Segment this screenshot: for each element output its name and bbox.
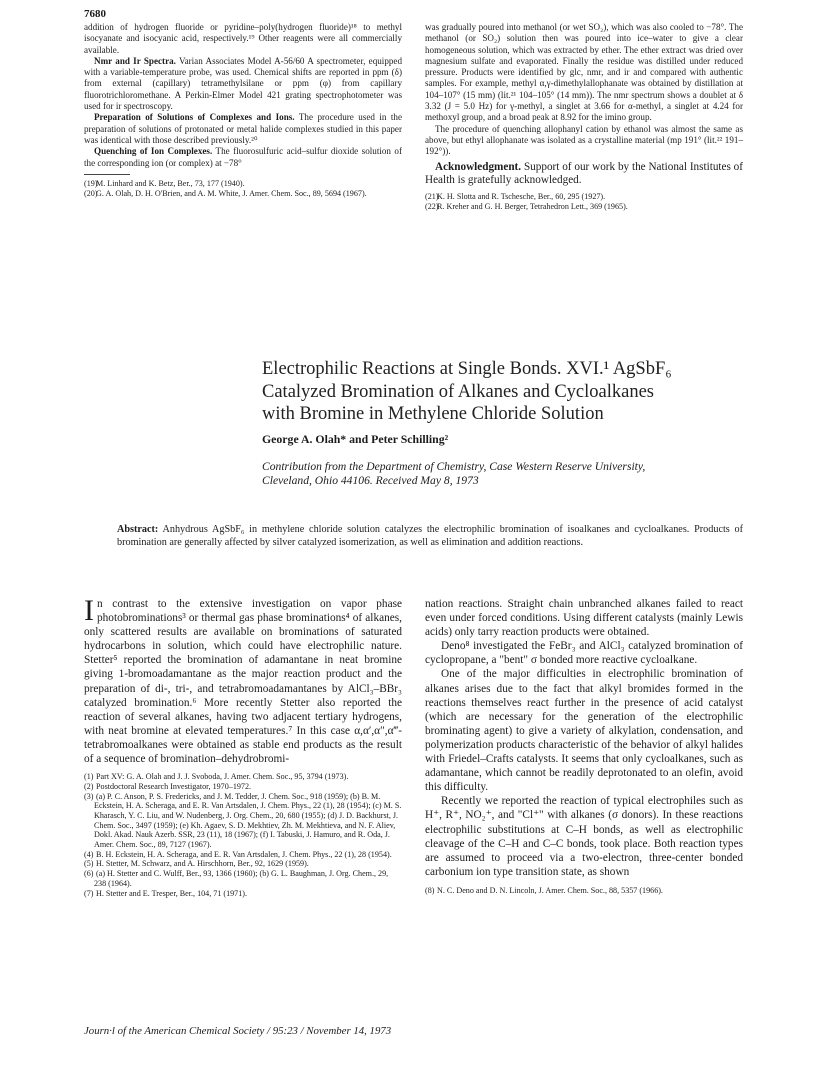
nmr-heading: Nmr and Ir Spectra.: [94, 55, 176, 66]
ack-body: Support of our work by the National Institutes of Health is gratefully acknowledged.: [425, 160, 744, 186]
footnote: (21) K. H. Slotta and R. Tschesche, Ber., 60, 295 (1927).: [425, 192, 606, 202]
body-paragraph: Deno⁸ investigated the FeBr₃ and AlCl₃ catalyzed bromination of cyclopropane, a "bent" σ bonded more reactive cycloalkane.: [425, 640, 743, 667]
main-left-column: [84, 594, 402, 898]
footnote: (3) (a) P. C. Anson, P. S. Fredericks, and J. M. Tedder, J. Chem. Soc., 918 (1959); (b) B. M. Eckstein, H. A. Scheraga, and E. R. Van Artsdalen, J. Chem. Phys., 22 (1), 28 (1954); (c) M. S. Kharasch, Y. C. Liu, and W. Nudenberg, J. Org. Chem., 20, 680 (1955); (d) J. D. Backhurst, J. Chem. Soc., 3497 (1959); (e) Kh. Agaev, S. D. Mekhtiev, Zh. M. Mekhtieva, and N. F. Aliev, Dokl. Akad. Nauk Azerb. SSR, 23 (11), 18 (1967); (f) I. Tabuski, J. Hamuro, and R. Oda, J. Amer. Chem. Soc., 89, 7127 (1967).: [84, 791, 402, 850]
allophanyl-paragraph: The procedure of quenching allophanyl cation by ethanol was almost the same as above, but ethyl allophanate was isolated as a crystalline material (mp 191° (lit.²² 191–192°)).: [425, 123, 743, 157]
quench-body: The fluorosulfuric acid–sulfur dioxide solution of the corresponding ion (or complex) at −78°: [84, 146, 402, 168]
body-paragraph: nation reactions. Straight chain unbranched alkanes failed to react even under forced conditions. Using different catalysts (mainly Lewis acids) only tarry reaction products were obtained.: [425, 598, 743, 639]
intro-paragraph: In contrast to the extensive investigation on vapor phase photobrominations³ or thermal gas phase brominations⁴ of alkanes, only scattered results are available on brominations of saturated hydrocarbons in solution, which could have electrophilic nature. Stetter⁵ reported the bromination of adamantane in neat bromine giving 1-bromoadamantane as the major reaction product and the preparation of di-, tri-, and tetrabromoadamantanes by AlCl₃–BBr₃ catalyzed bromination.⁶ More recently Stetter also reported the reaction of several alkanes, having two adjacent tertiary hydrogens, with neat bromine at elevated temperatures.⁷ In this case α,α′,α″,α‴-tetrabromoalkanes were obtained as stable end products as the result of a sequence of bromination–dehydrobromi-: [84, 594, 402, 766]
abstract-body: Anhydrous AgSbF₆ in methylene chloride solution catalyzes the electrophilic bromination of isoalkanes and cycloalkanes. Products of bromination are generally affected by silver catalyzed isomerization, as well as elimination and addition reactions.: [117, 524, 744, 548]
footnote: (1) Part XV: G. A. Olah and J. J. Svoboda, J. Amer. Chem. Soc., 95, 3794 (1973).: [84, 772, 349, 782]
footnote: (6) (a) H. Stetter and C. Wulff, Ber., 93, 1366 (1960); (b) G. L. Baughman, J. Org. Chem., 29, 238 (1964).: [84, 869, 389, 888]
prep-body: The procedure used in the preparation of solutions of protonated or metal halide complexes studied in this paper was identical with those described previously.²⁰: [84, 112, 403, 145]
footnote: (19) M. Linhard and K. Betz, Ber., 73, 177 (1940).: [84, 178, 245, 188]
drop-cap: I: [84, 594, 94, 627]
top-right-column: [425, 22, 743, 212]
affiliation: Contribution from the Department of Chemistry, Case Western Reserve University, Cleveland, Ohio 44106. Received May 8, 1973: [262, 460, 646, 488]
prep-paragraph: [84, 112, 402, 146]
abstract-heading: Abstract:: [117, 524, 159, 535]
ack-heading: Acknowledgment.: [435, 160, 522, 173]
footnotes-top-right: [425, 192, 743, 211]
journal-footer: Journ·l of the American Chemical Society / 95:23 / November 14, 1973: [84, 1025, 392, 1037]
authors: George A. Olah* and Peter Schilling²: [262, 432, 449, 446]
body-paragraph: Recently we reported the reaction of typical electrophiles such as H⁺, R⁺, NO₂⁺, and "Cl⁺" with alkanes (σ donors). In these reactions electrophilic substitutions at C–H bonds, as well as electrophilic cleavage of the C–H and C–C bonds, took place. Both reaction types are assumed to proceed via a two-electron, three-center bonded carbonium ion type transition state, as shown: [425, 795, 743, 878]
quench-continued: was gradually poured into methanol (or wet SO₂), which was also cooled to −78°. The methanol (or SO₂) solution then was poured into ice–water to give a clear homogeneous solution, which was extracted by ether. The ether extract was dried over magnesium sulfate and evaporated. Finally the residue was distilled under reduced pressure. Products were identified by glc, nmr, and ir and compared with authentic samples. For example, methyl α,γ-dimethylallophanate was obtained by distillation at 104–107° (15 mm) (lit.²¹ 104–105° (14 mm)). The nmr spectrum shows a doublet at δ 3.32 (J = 5.0 Hz) for γ-methyl, a singlet at 3.66 for α-methyl, a singlet at 4.24 for methoxyl group, and a broad peak at 8.92 for the imino group.: [425, 22, 743, 123]
nmr-paragraph: [84, 56, 402, 112]
footnotes-main-right: [425, 886, 743, 896]
footnote: (20) G. A. Olah, D. H. O'Brien, and A. M. White, J. Amer. Chem. Soc., 89, 5694 (1967).: [84, 188, 367, 198]
prep-heading: Preparation of Solutions of Complexes and Ions.: [94, 112, 295, 123]
footnote: (4) B. H. Eckstein, H. A. Scheraga, and E. R. Van Artsdalen, J. Chem. Phys., 22 (1), 28 (1954).: [84, 849, 392, 859]
main-right-column: [425, 597, 743, 896]
page-number: 7680: [84, 8, 106, 20]
acknowledgment: [425, 161, 743, 188]
footnote: (22) R. Kreher and G. H. Berger, Tetrahedron Lett., 369 (1965).: [425, 202, 628, 212]
footnote: (5) H. Stetter, M. Schwarz, and A. Hirschhorn, Ber., 92, 1629 (1959).: [84, 859, 309, 869]
footnote: (2) Postdoctoral Research Investigator, 1970–1972.: [84, 781, 252, 791]
footnote: (7) H. Stetter and E. Tresper, Ber., 104, 71 (1971).: [84, 888, 247, 898]
footnotes-main-left: [84, 772, 402, 898]
body-paragraph: One of the major difficulties in electrophilic bromination of alkanes arises due to the fact that alkyl bromides formed in the reactions themselves react further in the presence of acid catalyst (which are necessary for the generation of the electrophilic brominating agent) to give a variety of alkylation, condensation, and polymerization products characteristic of the behavior of alkyl halides with Friedel–Crafts catalysts. It seems that only cycloalkanes, such as adamantane, which cannot be readily deprotonated to an olefin, avoid this difficulty.: [425, 668, 743, 794]
quench-heading: Quenching of Ion Complexes.: [94, 146, 213, 157]
footnotes-top-left: [84, 179, 402, 198]
nmr-body: Varian Associates Model A-56/60 A spectrometer, equipped with a variable-temperature probe, was used. Chemical shifts are reported in ppm (δ) from external (capillary) tetramethylsilane or ppm (φ) from capillary fluorotrichloromethane. A Perkin-Elmer Model 421 grating spectrophotometer was used for ir spectroscopy.: [84, 55, 402, 112]
abstract: [117, 524, 743, 549]
top-left-column: [84, 22, 402, 198]
footnote-divider: [84, 174, 130, 175]
article-title: Electrophilic Reactions at Single Bonds. XVI.¹ AgSbF₆ Catalyzed Bromination of Alkanes and Cycloalkanes with Bromine in Methylene Chloride Solution: [262, 359, 672, 425]
experimental-text: addition of hydrogen fluoride or pyridine–poly(hydrogen fluoride)¹⁸ to methyl isocyanate and isocyanic acid, respectively.¹⁹ Other reagents were all commercially available.: [84, 22, 402, 55]
footnote: (8) N. C. Deno and D. N. Lincoln, J. Amer. Chem. Soc., 88, 5357 (1966).: [425, 885, 663, 895]
quench-paragraph: [84, 146, 402, 169]
